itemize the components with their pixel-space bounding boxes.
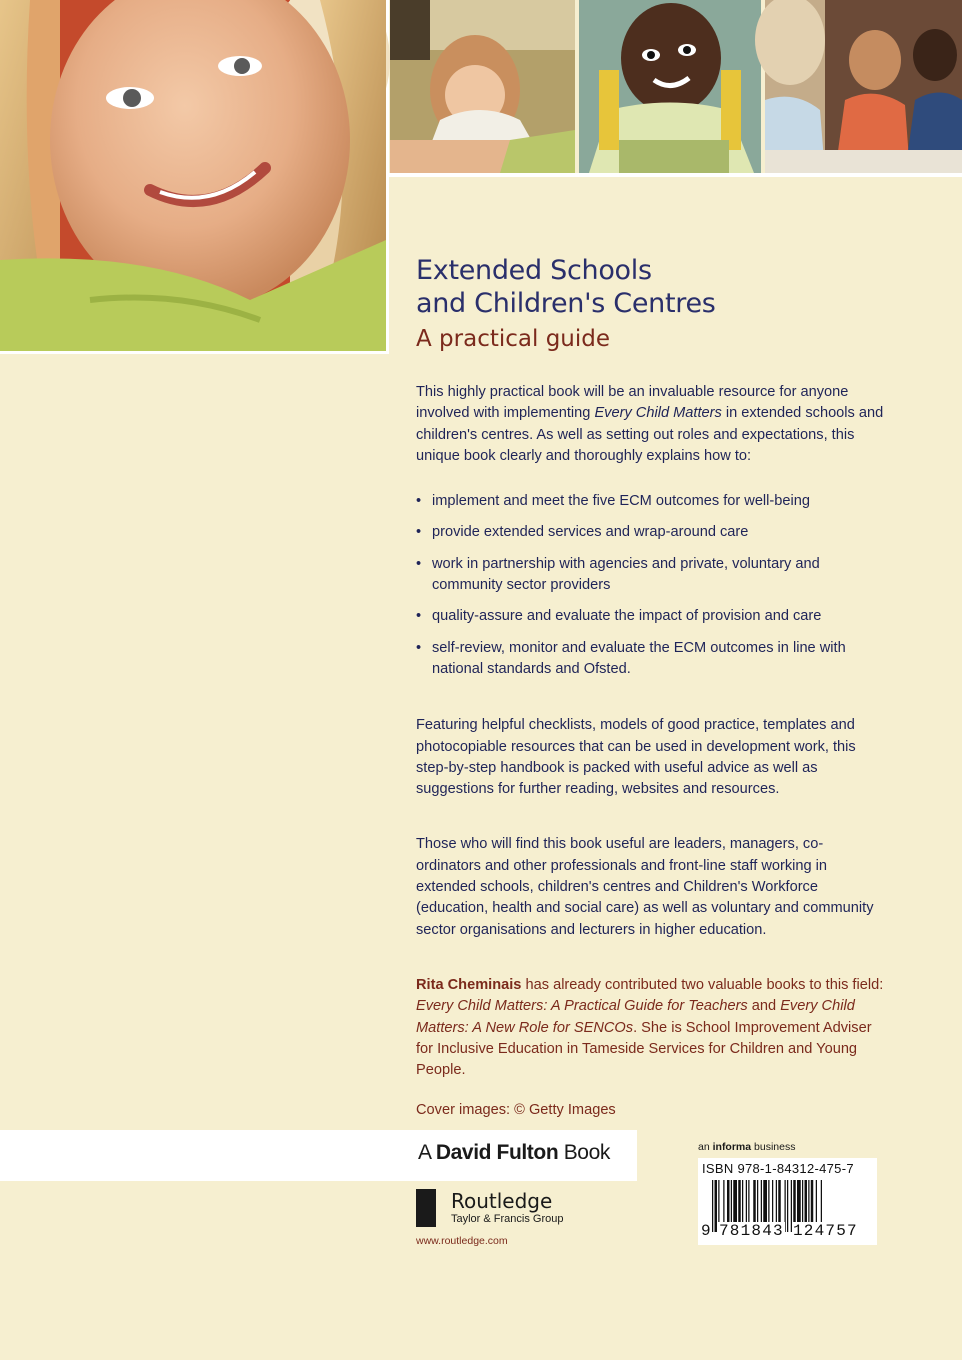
list-item: • provide extended services and wrap-around care [416,522,886,543]
list-item: • work in partnership with agencies and private, voluntary and community sector providers [416,554,886,597]
list-item: • implement and meet the five ECM outcomes for well-being [416,491,886,512]
strip-photo-girl-drawing [390,0,575,173]
svg-text:ROUTLEDGE: ROUTLEDGE [435,1189,442,1227]
imprint-name: David Fulton [435,1141,559,1164]
book-title [416,254,886,320]
intro-text-before: This highly practical book will be an invaluable resource for anyone involved with implementing [416,384,849,422]
list-item: • self-review, monitor and evaluate the ECM outcomes in line with national standards and Ofsted. [416,638,886,681]
imprint-prefix: A [418,1141,431,1164]
barcode-group-1: 781843 [719,1222,784,1240]
strip-photo-boy-looking-up [579,0,761,173]
author-book-2: Every Child Matters: A New Role for SENCOs [416,998,855,1036]
informa-prefix: an [698,1141,710,1153]
informa-brand: informa [712,1141,752,1153]
informa-suffix: business [754,1141,796,1153]
title-line-1: Extended Schools [416,255,652,286]
barcode-lead-digit: 9 [701,1222,711,1240]
barcode-bar [715,1180,718,1232]
photo-strip-border [386,173,962,177]
title-line-2: and Children's Centres [416,288,716,319]
author-name: Rita Cheminais [416,976,522,993]
publisher-group: Taylor & Francis Group [451,1213,564,1225]
informa-tagline [698,1141,796,1153]
outcome-list [416,491,886,680]
author-book-1: Every Child Matters: A Practical Guide for Teachers [416,998,748,1015]
audience-paragraph: Those who will find this book useful are leaders, managers, co-ordinators and other professionals and front-line staff working in extended schools, children's centres and Children's Workforce (education, health and social care) as well as voluntary and community sector organisations and lecturers in higher education. [416,836,874,938]
publisher-url[interactable]: www.routledge.com [416,1235,508,1247]
isbn-number: ISBN 978-1-84312-475-7 [702,1161,854,1176]
intro-emphasis: Every Child Matters [594,405,722,422]
publisher-name: Routledge [451,1189,553,1213]
barcode-bar [787,1180,788,1232]
features-paragraph: Featuring helpful checklists, models of good practice, templates and photocopiable resources that can be used in development work, this step-by-step handbook is packed with useful advice as well as suggestions for further reading, websites and resources. [416,717,856,798]
barcode-bar [712,1180,713,1232]
author-text-3: . She is School Improvement Adviser for Inclusive Education in Tameside Services for Children and Young People. [416,1019,872,1079]
author-text-1: has already contributed two valuable books to this field: [521,976,884,993]
routledge-logo-icon [416,1189,442,1227]
barcode-group-2: 124757 [793,1222,858,1240]
intro-paragraph [416,382,886,467]
strip-photo-children-at-desk [765,0,962,173]
intro-text-after: in extended schools and children's centres. As well as setting out roles and expectations, this unique book clearly and thoroughly explains how to: [416,405,884,464]
author-text-2: and [747,998,781,1015]
imprint-label [418,1141,610,1165]
author-bio [416,975,886,1081]
book-subtitle: A practical guide [416,326,611,352]
image-credits: Cover images: © Getty Images [416,1102,616,1119]
cover-photo-girl-smiling [0,0,389,354]
list-item: • quality-assure and evaluate the impact of provision and care [416,606,886,627]
back-cover-text [416,254,886,1133]
imprint-suffix: Book [563,1141,610,1164]
